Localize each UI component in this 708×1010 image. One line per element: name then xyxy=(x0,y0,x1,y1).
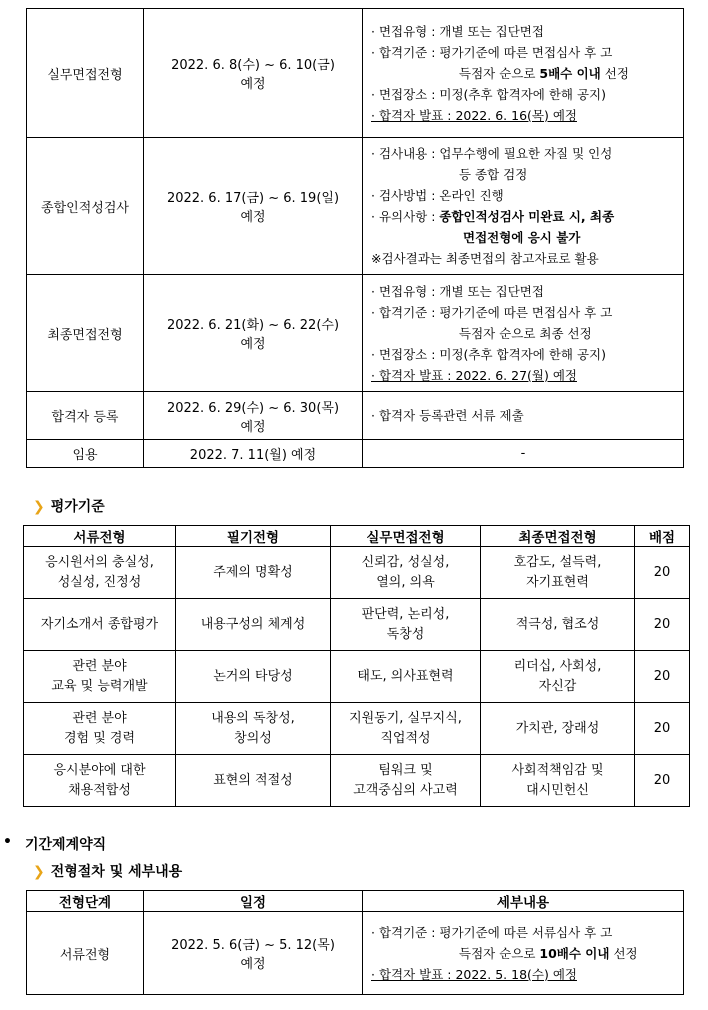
date-cell xyxy=(144,138,363,275)
detail-line: · 합격기준 : 평가기준에 따른 서류심사 후 고 xyxy=(371,924,613,940)
table-row xyxy=(24,547,690,599)
detail-line xyxy=(371,63,677,84)
date-text: 예정 xyxy=(240,419,266,435)
cell-text: 고객중심의 사고력 xyxy=(353,782,458,798)
table-row xyxy=(24,755,690,807)
cell-text: 독창성 xyxy=(386,626,425,642)
column-header: 서류전형 xyxy=(24,526,176,547)
detail-text: 선정 xyxy=(600,65,629,81)
cell-text: 응시원서의 충실성, xyxy=(45,554,154,570)
criteria-cell xyxy=(176,755,331,807)
column-header: 전형단계 xyxy=(27,891,144,912)
score-cell xyxy=(635,547,690,599)
cell-text: 태도, 의사표현력 xyxy=(357,668,454,684)
cell-text: 자신감 xyxy=(538,678,577,694)
cell-text: 내용의 독창성, xyxy=(211,710,295,726)
detail-line: · 면접유형 : 개별 또는 집단면접 xyxy=(371,283,544,299)
announcement-line: · 합격자 발표 : 2022. 5. 18(수) 예정 xyxy=(371,966,577,982)
cell-text: 20 xyxy=(653,616,671,632)
detail-text: 득점자 순으로 xyxy=(459,65,540,81)
cell-text: 직업적성 xyxy=(380,730,431,746)
cell-text: 열의, 의욕 xyxy=(376,574,435,590)
cell-text: 호감도, 설득력, xyxy=(513,554,602,570)
stage-cell: 종합인적성검사 xyxy=(27,138,144,275)
criteria-cell xyxy=(481,651,635,703)
score-cell xyxy=(635,599,690,651)
cell-text: 20 xyxy=(653,720,671,736)
cell-text: 논거의 타당성 xyxy=(213,668,293,684)
date-text: 2022. 6. 8(수) ~ 6. 10(금) xyxy=(171,58,335,73)
section-heading xyxy=(33,496,105,516)
criteria-cell xyxy=(176,651,331,703)
cell-text: 리더십, 사회성, xyxy=(513,658,602,674)
section-heading-text: 전형절차 및 세부내용 xyxy=(50,864,183,880)
detail-cell xyxy=(363,912,684,995)
cell-text: 지원동기, 실무지식, xyxy=(349,710,462,726)
detail-text: 득점자 순으로 xyxy=(459,945,540,961)
table-row xyxy=(27,9,684,138)
detail-line xyxy=(371,943,677,964)
score-cell xyxy=(635,651,690,703)
detail-line: · 면접유형 : 개별 또는 집단면접 xyxy=(371,23,544,39)
score-cell xyxy=(635,755,690,807)
cell-text: 판단력, 논리성, xyxy=(361,606,450,622)
criteria-cell xyxy=(331,651,481,703)
score-cell xyxy=(635,703,690,755)
criteria-cell xyxy=(331,703,481,755)
cell-text: 자기표현력 xyxy=(526,574,589,590)
contract-schedule-table xyxy=(26,890,684,995)
date-text: 예정 xyxy=(240,957,266,972)
criteria-cell xyxy=(331,599,481,651)
cell-text: 내용구성의 체계성 xyxy=(200,616,306,632)
cell-text: 대시민헌신 xyxy=(526,782,589,798)
cell-text: 적극성, 협조성 xyxy=(515,616,600,632)
detail-line: · 합격기준 : 평가기준에 따른 면접심사 후 고 xyxy=(371,304,613,320)
column-header: 세부내용 xyxy=(363,891,684,912)
stage-cell: 임용 xyxy=(27,440,144,468)
detail-line: · 검사내용 : 업무수행에 필요한 자질 및 인성 xyxy=(371,146,613,161)
schedule-table xyxy=(26,8,684,468)
date-text: 예정 xyxy=(240,210,266,225)
criteria-cell xyxy=(481,755,635,807)
table-row xyxy=(24,703,690,755)
cell-text: 사회적책임감 및 xyxy=(511,762,604,778)
stage-cell: 실무면접전형 xyxy=(27,9,144,138)
table-header-row xyxy=(27,891,684,912)
cell-text: 20 xyxy=(653,772,671,788)
cell-text: 경험 및 경력 xyxy=(63,730,136,746)
stage-cell: 서류전형 xyxy=(27,912,144,995)
detail-text: 선정 xyxy=(609,945,638,961)
cell-text: 응시분야에 대한 xyxy=(53,762,146,778)
table-header-row xyxy=(24,526,690,547)
column-header: 배점 xyxy=(635,526,690,547)
date-cell xyxy=(144,912,363,995)
criteria-cell xyxy=(176,547,331,599)
cell-text: 성실성, 진정성 xyxy=(57,574,142,590)
table-row xyxy=(27,275,684,392)
detail-cell: - xyxy=(363,440,684,468)
note-line: ※검사결과는 최종면접의 참고자료로 활용 xyxy=(371,251,599,266)
detail-cell xyxy=(363,9,684,138)
detail-text: · 유의사항 : xyxy=(371,209,440,224)
table-row xyxy=(27,912,684,995)
date-text: 2022. 6. 29(수) ~ 6. 30(목) xyxy=(166,400,340,416)
emphasis-text: 5배수 이내 xyxy=(539,65,601,81)
criteria-cell xyxy=(176,703,331,755)
date-text: 2022. 6. 21(화) ~ 6. 22(수) xyxy=(166,318,340,333)
cell-text: 표현의 적절성 xyxy=(213,772,293,788)
column-header: 일정 xyxy=(144,891,363,912)
table-row xyxy=(27,392,684,440)
criteria-cell xyxy=(24,651,176,703)
emphasis-text: 10배수 이내 xyxy=(539,945,610,961)
detail-cell xyxy=(363,138,684,275)
cell-text: 자기소개서 종합평가 xyxy=(40,616,159,632)
cell-text: 20 xyxy=(653,668,671,684)
section-heading-text: 평가기준 xyxy=(50,499,105,515)
cell-text: 20 xyxy=(653,564,671,580)
detail-line: · 면접장소 : 미정(추후 합격자에 한해 공지) xyxy=(371,86,606,102)
table-row xyxy=(24,651,690,703)
cell-text: 관련 분야 xyxy=(72,710,127,726)
date-cell xyxy=(144,9,363,138)
criteria-cell xyxy=(481,547,635,599)
criteria-cell xyxy=(331,547,481,599)
detail-line: · 면접장소 : 미정(추후 합격자에 한해 공지) xyxy=(371,346,606,362)
detail-line: · 합격기준 : 평가기준에 따른 면접심사 후 고 xyxy=(371,44,613,60)
date-text: 2022. 6. 17(금) ~ 6. 19(일) xyxy=(166,191,340,206)
date-cell xyxy=(144,275,363,392)
column-header: 필기전형 xyxy=(176,526,331,547)
detail-line: · 검사방법 : 온라인 진행 xyxy=(371,188,504,203)
section-heading xyxy=(33,861,182,881)
stage-cell: 최종면접전형 xyxy=(27,275,144,392)
detail-line xyxy=(371,206,677,227)
criteria-cell xyxy=(24,547,176,599)
column-header: 실무면접전형 xyxy=(331,526,481,547)
criteria-cell xyxy=(176,599,331,651)
date-cell: 2022. 7. 11(월) 예정 xyxy=(144,440,363,468)
bullet-icon: • xyxy=(3,834,12,850)
cell-text: 신뢰감, 성실성, xyxy=(361,554,450,570)
cell-text: 채용적합성 xyxy=(68,782,131,798)
criteria-cell xyxy=(24,599,176,651)
date-cell xyxy=(144,392,363,440)
criteria-table xyxy=(23,525,690,807)
emphasis-line: 면접전형에 응시 불가 xyxy=(463,230,581,245)
detail-cell: · 합격자 등록관련 서류 제출 xyxy=(363,392,684,440)
date-text: 예정 xyxy=(240,337,266,352)
cell-text: 교육 및 능력개발 xyxy=(51,678,148,694)
criteria-body xyxy=(24,547,690,807)
detail-cell xyxy=(363,275,684,392)
chevron-right-icon: ❯ xyxy=(33,499,45,515)
section-title: 기간제계약직 xyxy=(25,837,107,853)
criteria-cell xyxy=(24,703,176,755)
date-text: 2022. 5. 6(금) ~ 5. 12(목) xyxy=(171,938,335,953)
table-row xyxy=(27,440,684,468)
detail-line: 득점자 순으로 최종 선정 xyxy=(459,325,592,341)
table-row xyxy=(27,138,684,275)
cell-text: 팀워크 및 xyxy=(378,762,433,778)
detail-line: 등 종합 검정 xyxy=(459,167,528,182)
criteria-cell xyxy=(24,755,176,807)
stage-cell: 합격자 등록 xyxy=(27,392,144,440)
announcement-line: · 합격자 발표 : 2022. 6. 27(월) 예정 xyxy=(371,367,577,383)
table-row xyxy=(24,599,690,651)
announcement-line: · 합격자 발표 : 2022. 6. 16(목) 예정 xyxy=(371,107,577,123)
date-text: 예정 xyxy=(240,77,266,92)
cell-text: 관련 분야 xyxy=(72,658,127,674)
cell-text: 창의성 xyxy=(234,730,272,746)
cell-text: 주제의 명확성 xyxy=(213,564,293,580)
cell-text: 가치관, 장래성 xyxy=(515,720,600,736)
criteria-cell xyxy=(481,599,635,651)
criteria-cell xyxy=(481,703,635,755)
emphasis-text: 종합인적성검사 미완료 시, 최종 xyxy=(439,209,615,224)
column-header: 최종면접전형 xyxy=(481,526,635,547)
chevron-right-icon: ❯ xyxy=(33,864,45,880)
criteria-cell xyxy=(331,755,481,807)
